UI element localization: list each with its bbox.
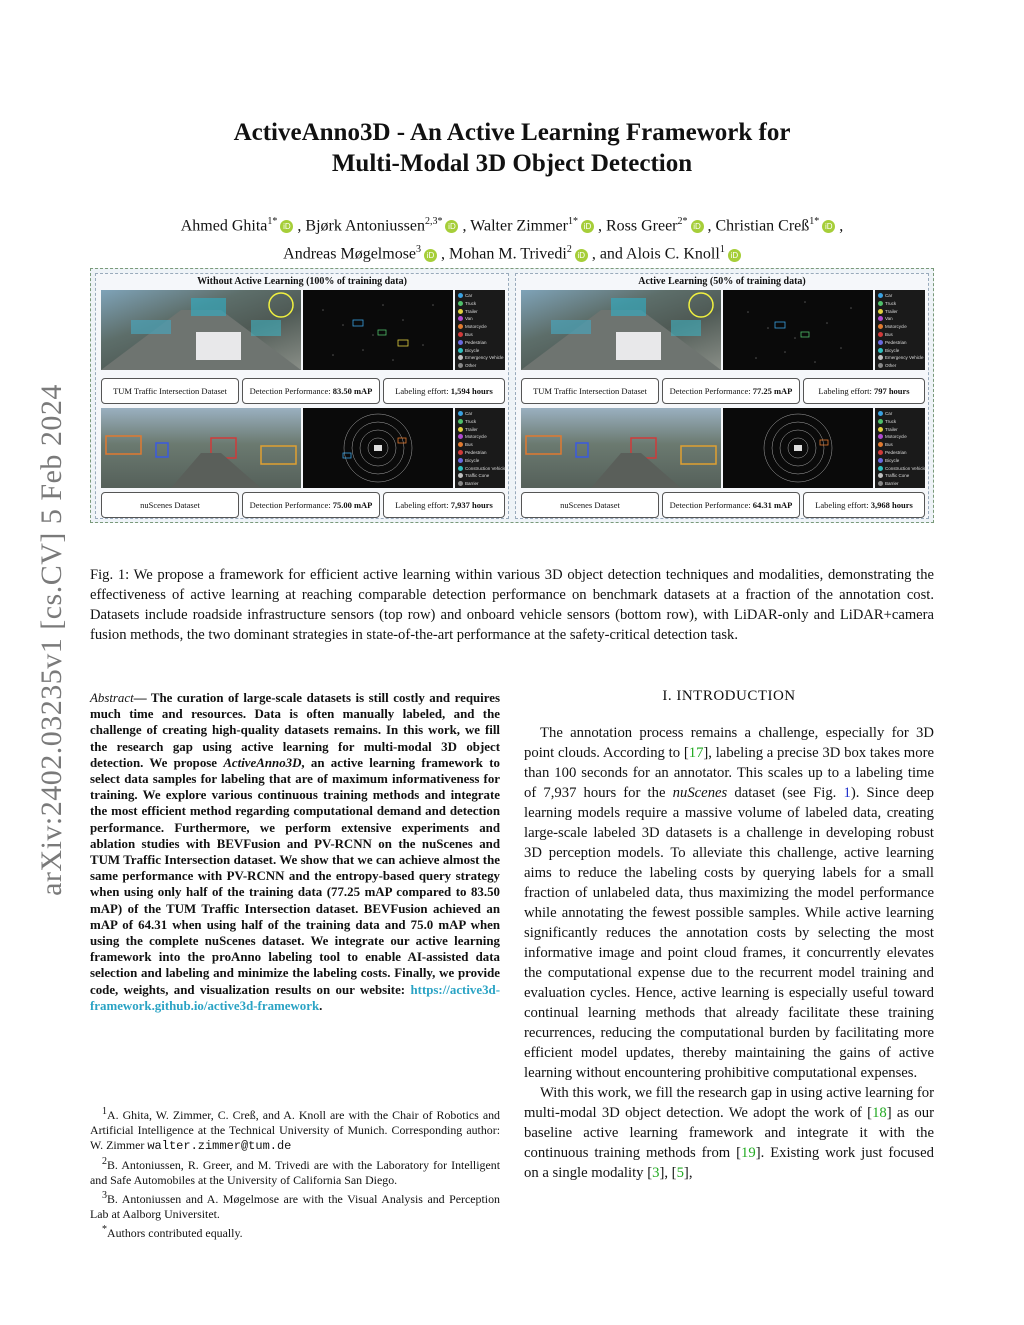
legend-swatch (458, 340, 463, 345)
legend-swatch (458, 316, 463, 321)
camera-scene-drawing (101, 408, 301, 488)
panel-title: Without Active Learning (100% of training data) (197, 276, 407, 287)
legend-swatch (878, 442, 883, 447)
author-name: Mohan M. Trivedi (449, 245, 567, 263)
camera-image (101, 290, 301, 370)
legend-item: Truck (458, 300, 505, 308)
legend-item: Trailer (878, 308, 925, 316)
citation-link[interactable]: 17 (688, 745, 704, 761)
camera-scene-drawing (521, 290, 721, 370)
panel-without-active-learning (95, 273, 509, 519)
legend-item: Car (878, 410, 925, 418)
legend-item: Van (878, 315, 925, 323)
title-line-2: Multi-Modal 3D Object Detection (331, 150, 693, 177)
legend-item: Trailer (458, 426, 505, 434)
framework-name: ActiveAnno3D (223, 755, 302, 770)
orcid-icon[interactable]: iD (280, 220, 293, 233)
legend-item: Bus (458, 441, 505, 449)
legend-swatch (878, 348, 883, 353)
camera-image (521, 290, 721, 370)
orcid-icon[interactable]: iD (691, 220, 704, 233)
legend-item: Van (458, 315, 505, 323)
legend-swatch (458, 434, 463, 439)
legend-swatch (878, 473, 883, 478)
author-name: Walter Zimmer (470, 217, 568, 235)
arxiv-identifier-stamp: arXiv:2402.03235v1 [cs.CV] 5 Feb 2024 (35, 384, 68, 896)
legend-item: Truck (878, 300, 925, 308)
legend-item: Pedestrian (458, 339, 505, 347)
citation-link[interactable]: 5 (676, 1165, 684, 1181)
legend-item: Bicycle (458, 457, 505, 465)
legend-item: Motorcycle (458, 323, 505, 331)
legend-swatch (878, 411, 883, 416)
author-name: Christian Creß (715, 217, 810, 235)
tum-info-row (101, 378, 505, 404)
labeling-effort: Labeling effort: 1,594 hours (383, 378, 505, 404)
legend-swatch (458, 450, 463, 455)
legend-swatch (878, 466, 883, 471)
legend-swatch (878, 340, 883, 345)
legend-item: Traffic Cone (878, 472, 925, 480)
legend-item: Motorcycle (878, 323, 925, 331)
legend-swatch (458, 348, 463, 353)
legend-item: Car (458, 292, 505, 300)
legend-swatch (878, 481, 883, 486)
tum-traffic-images (101, 290, 505, 370)
legend-swatch (458, 309, 463, 314)
legend-swatch (878, 324, 883, 329)
dataset-label: TUM Traffic Intersection Dataset (521, 378, 659, 404)
orcid-icon[interactable]: iD (822, 220, 835, 233)
nuscenes-images (101, 408, 505, 488)
intro-paragraph-2: With this work, we fill the research gap in using active learning for multi-modal 3D object detection. We adopt the work of [18] as our baseline active learning framework and integrate it with the continuous training methods from [19]. Existing work just focused on a single modality [3], [5], (524, 1085, 934, 1181)
orcid-icon[interactable]: iD (424, 249, 437, 262)
detection-performance: Detection Performance: 77.25 mAP (662, 378, 800, 404)
project-website-link[interactable]: https://active3d-framework.github.io/active3d-framework (90, 982, 500, 1013)
legend-item: Emergency Vehicle (878, 354, 925, 362)
author-name: Bjørk Antoniussen (305, 217, 425, 235)
author-name: Ahmed Ghita (180, 217, 268, 235)
legend-item: Bicycle (878, 457, 925, 465)
tum-info-row (521, 378, 925, 404)
camera-image (521, 408, 721, 488)
dataset-label: TUM Traffic Intersection Dataset (101, 378, 239, 404)
class-legend (875, 408, 925, 488)
legend-item: Bicycle (458, 347, 505, 355)
footnote-2: $^2$B. Antoniussen, R. Greer, and M. Trivedi are with the Laboratory for Intelligent and Safe Automobiles at the University of California San Diego. (90, 1155, 500, 1187)
legend-swatch (458, 481, 463, 486)
author-name: Andreas Møgelmose (283, 245, 417, 263)
nuscenes-info-row (521, 492, 925, 518)
legend-swatch (458, 355, 463, 360)
citation-link[interactable]: 19 (741, 1145, 756, 1161)
legend-swatch (878, 434, 883, 439)
panel-active-learning (515, 273, 929, 519)
camera-scene-drawing (521, 408, 721, 488)
footnote-3: $^3$B. Antoniussen and A. Møgelmose are with the Visual Analysis and Perception Lab at Aalborg Universitet. (90, 1189, 500, 1221)
legend-item: Bus (878, 331, 925, 339)
nuscenes-images (521, 408, 925, 488)
legend-item: Bicycle (878, 347, 925, 355)
legend-swatch (458, 458, 463, 463)
legend-item: Barrier (878, 480, 925, 488)
legend-swatch (458, 419, 463, 424)
legend-swatch (458, 442, 463, 447)
right-column (524, 688, 934, 1183)
legend-swatch (878, 419, 883, 424)
lidar-scene-drawing (723, 408, 873, 488)
tum-traffic-images (521, 290, 925, 370)
legend-swatch (458, 411, 463, 416)
dataset-label: nuScenes Dataset (521, 492, 659, 518)
corresponding-email[interactable]: walter.zimmer@tum.de (147, 1138, 292, 1153)
detection-performance: Detection Performance: 83.50 mAP (242, 378, 380, 404)
nuscenes-info-row (101, 492, 505, 518)
legend-swatch (878, 316, 883, 321)
title-line-1: ActiveAnno3D - An Active Learning Framework for (233, 119, 791, 146)
legend-swatch (878, 309, 883, 314)
figure-1 (90, 268, 934, 523)
legend-item: Trailer (458, 308, 505, 316)
legend-swatch (458, 301, 463, 306)
class-legend (455, 408, 505, 488)
legend-swatch (878, 301, 883, 306)
legend-swatch (878, 332, 883, 337)
camera-scene-drawing (101, 290, 301, 370)
author-list (90, 210, 934, 267)
author-line-2: Andreas Møgelmose$^3$ iD , Mohan M. Trivedi$^2$ iD , and Alois C. Knoll$^1$ iD (90, 238, 934, 266)
class-legend (875, 290, 925, 370)
legend-item: Other (878, 362, 925, 370)
legend-item: Bus (878, 441, 925, 449)
legend-swatch (878, 458, 883, 463)
legend-item: Truck (878, 418, 925, 426)
legend-item: Construction Vehicle (878, 465, 925, 473)
citation-link[interactable]: 18 (872, 1105, 887, 1121)
lidar-point-cloud (303, 408, 453, 488)
legend-swatch (878, 293, 883, 298)
legend-item: Motorcycle (458, 433, 505, 441)
labeling-effort: Labeling effort: 3,968 hours (803, 492, 925, 518)
author-name: Alois C. Knoll (626, 245, 720, 263)
author-line-1: Ahmed Ghita$^{1*}$ iD , Bjørk Antoniussen$^{2,3*}$ iD , Walter Zimmer$^{1*}$ iD , Ross Greer$^{2*}$ iD , Christian Creß$^{1*}$ iD , (180, 216, 844, 235)
abstract: Abstract— The curation of large-scale datasets is still costly and requires much time and resources. Data is often manually labeled, and the challenge of creating high-quality datasets remains. In this work, we fill the research gap using active learning for multi-modal 3D object detection. We propose ActiveAnno3D, an active learning framework to select data samples for labeling that are of maximum informativeness for training. We explore various continuous training methods and integrate the most efficient method regarding computational demand and detection performance. Furthermore, we perform extensive experiments and ablation studies with BEVFusion and PV-RCNN on the nuScenes and TUM Traffic Intersection dataset. We show that we can achieve almost the same performance with PV-RCNN and the entropy-based query strategy when using only half of the training data (77.25 mAP compared to 83.50 mAP) of the TUM Traffic Intersection dataset. BEVFusion achieved an mAP of 64.31 when using half of the training data and 75.0 mAP when using the complete nuScenes dataset. We integrate our active learning framework into the proAnno labeling tool to enable AI-assisted data selection and labeling and minimize the labeling costs. Finally, we provide code, weights, and visualization results on our website: https://active3d-framework.github.io/active3d-framework. (90, 691, 500, 1013)
figure-reference-link[interactable]: 1 (843, 785, 851, 801)
legend-swatch (458, 473, 463, 478)
legend-item: Bus (458, 331, 505, 339)
class-legend (455, 290, 505, 370)
detection-performance: Detection Performance: 75.00 mAP (242, 492, 380, 518)
legend-item: Construction Vehicle (458, 465, 505, 473)
legend-swatch (458, 466, 463, 471)
section-heading-introduction: I. INTRODUCTION (662, 688, 796, 704)
orcid-icon[interactable]: iD (575, 249, 588, 262)
legend-item: Motorcycle (878, 433, 925, 441)
legend-swatch (458, 324, 463, 329)
orcid-icon[interactable]: iD (445, 220, 458, 233)
lidar-scene-drawing (303, 408, 453, 488)
abstract-label: Abstract (90, 691, 134, 705)
orcid-icon[interactable]: iD (581, 220, 594, 233)
legend-item: Pedestrian (878, 339, 925, 347)
legend-swatch (458, 332, 463, 337)
lidar-point-cloud (723, 408, 873, 488)
legend-item: Barrier (458, 480, 505, 488)
lidar-point-cloud (303, 290, 453, 370)
legend-item: Car (458, 410, 505, 418)
legend-item: Car (878, 292, 925, 300)
paper-title (150, 117, 874, 179)
citation-link[interactable]: 3 (652, 1165, 660, 1181)
legend-swatch (458, 427, 463, 432)
intro-paragraph-1: The annotation process remains a challenge, especially for 3D point clouds. According to [17], labeling a precise 3D box takes more than 100 seconds for an annotator. This scales up to a labeling time of 7,937 hours for the nuScenes dataset (see Fig. 1). Since deep learning models require a massive volume of labeled data, creating large-scale labeled 3D datasets is a challenge in developing robust 3D perception models. To alleviate this challenge, active learning aims to reduce the labeling costs by querying labels for a small fraction of unlabeled data, thus maximizing the model performance while annotating the fewest possible samples. While active learning significantly reduces the annotation costs by selecting the most informative image and point cloud frames, it concurrently elevates the computational expense due to the recurrent model training and evaluation cycles. Hence, active learning is especially useful toward continual learning methods that already facilitate these training recurrences, reducing the computational burden by facilitating more efficient model updates, thereby maintaining the gains of active learning without encountering prohibitive computational expenses. (524, 725, 934, 1081)
legend-item: Pedestrian (458, 449, 505, 457)
labeling-effort: Labeling effort: 797 hours (803, 378, 925, 404)
left-column (90, 690, 500, 1240)
legend-swatch (878, 355, 883, 360)
legend-swatch (878, 450, 883, 455)
author-name: Ross Greer (605, 217, 678, 235)
legend-item: Truck (458, 418, 505, 426)
legend-item: Trailer (878, 426, 925, 434)
legend-item: Pedestrian (878, 449, 925, 457)
camera-image (101, 408, 301, 488)
lidar-scene-drawing (303, 290, 453, 370)
lidar-scene-drawing (723, 290, 873, 370)
panel-title: Active Learning (50% of training data) (638, 276, 806, 287)
labeling-effort: Labeling effort: 7,937 hours (383, 492, 505, 518)
legend-swatch (878, 427, 883, 432)
legend-swatch (458, 293, 463, 298)
legend-swatch (878, 363, 883, 368)
legend-swatch (458, 363, 463, 368)
legend-item: Emergency Vehicle (458, 354, 505, 362)
dataset-label: nuScenes Dataset (101, 492, 239, 518)
detection-performance: Detection Performance: 64.31 mAP (662, 492, 800, 518)
legend-item: Traffic Cone (458, 472, 505, 480)
legend-item: Other (458, 362, 505, 370)
footnote-1: $^1$A. Ghita, W. Zimmer, C. Creß, and A. Knoll are with the Chair of Robotics and Artificial Intelligence at the Technical University of Munich. Corresponding author: W. Zimmer walter.zimmer@tum.de (90, 1106, 500, 1153)
orcid-icon[interactable]: iD (728, 249, 741, 262)
footnotes (90, 1104, 500, 1241)
footnote-4: *Authors contributed equally. (102, 1223, 243, 1240)
figure-caption: Fig. 1: We propose a framework for efficient active learning within various 3D object detection techniques and modalities, demonstrating the effectiveness of active learning at reaching comparable detection performance on benchmark datasets at a fraction of the annotation cost. Datasets include roadside infrastructure sensors (top row) and onboard vehicle sensors (bottom row), with LiDAR-only and LiDAR+camera fusion methods, the two dominant strategies in state-of-the-art performance at the safety-critical detection task. (90, 567, 934, 643)
lidar-point-cloud (723, 290, 873, 370)
